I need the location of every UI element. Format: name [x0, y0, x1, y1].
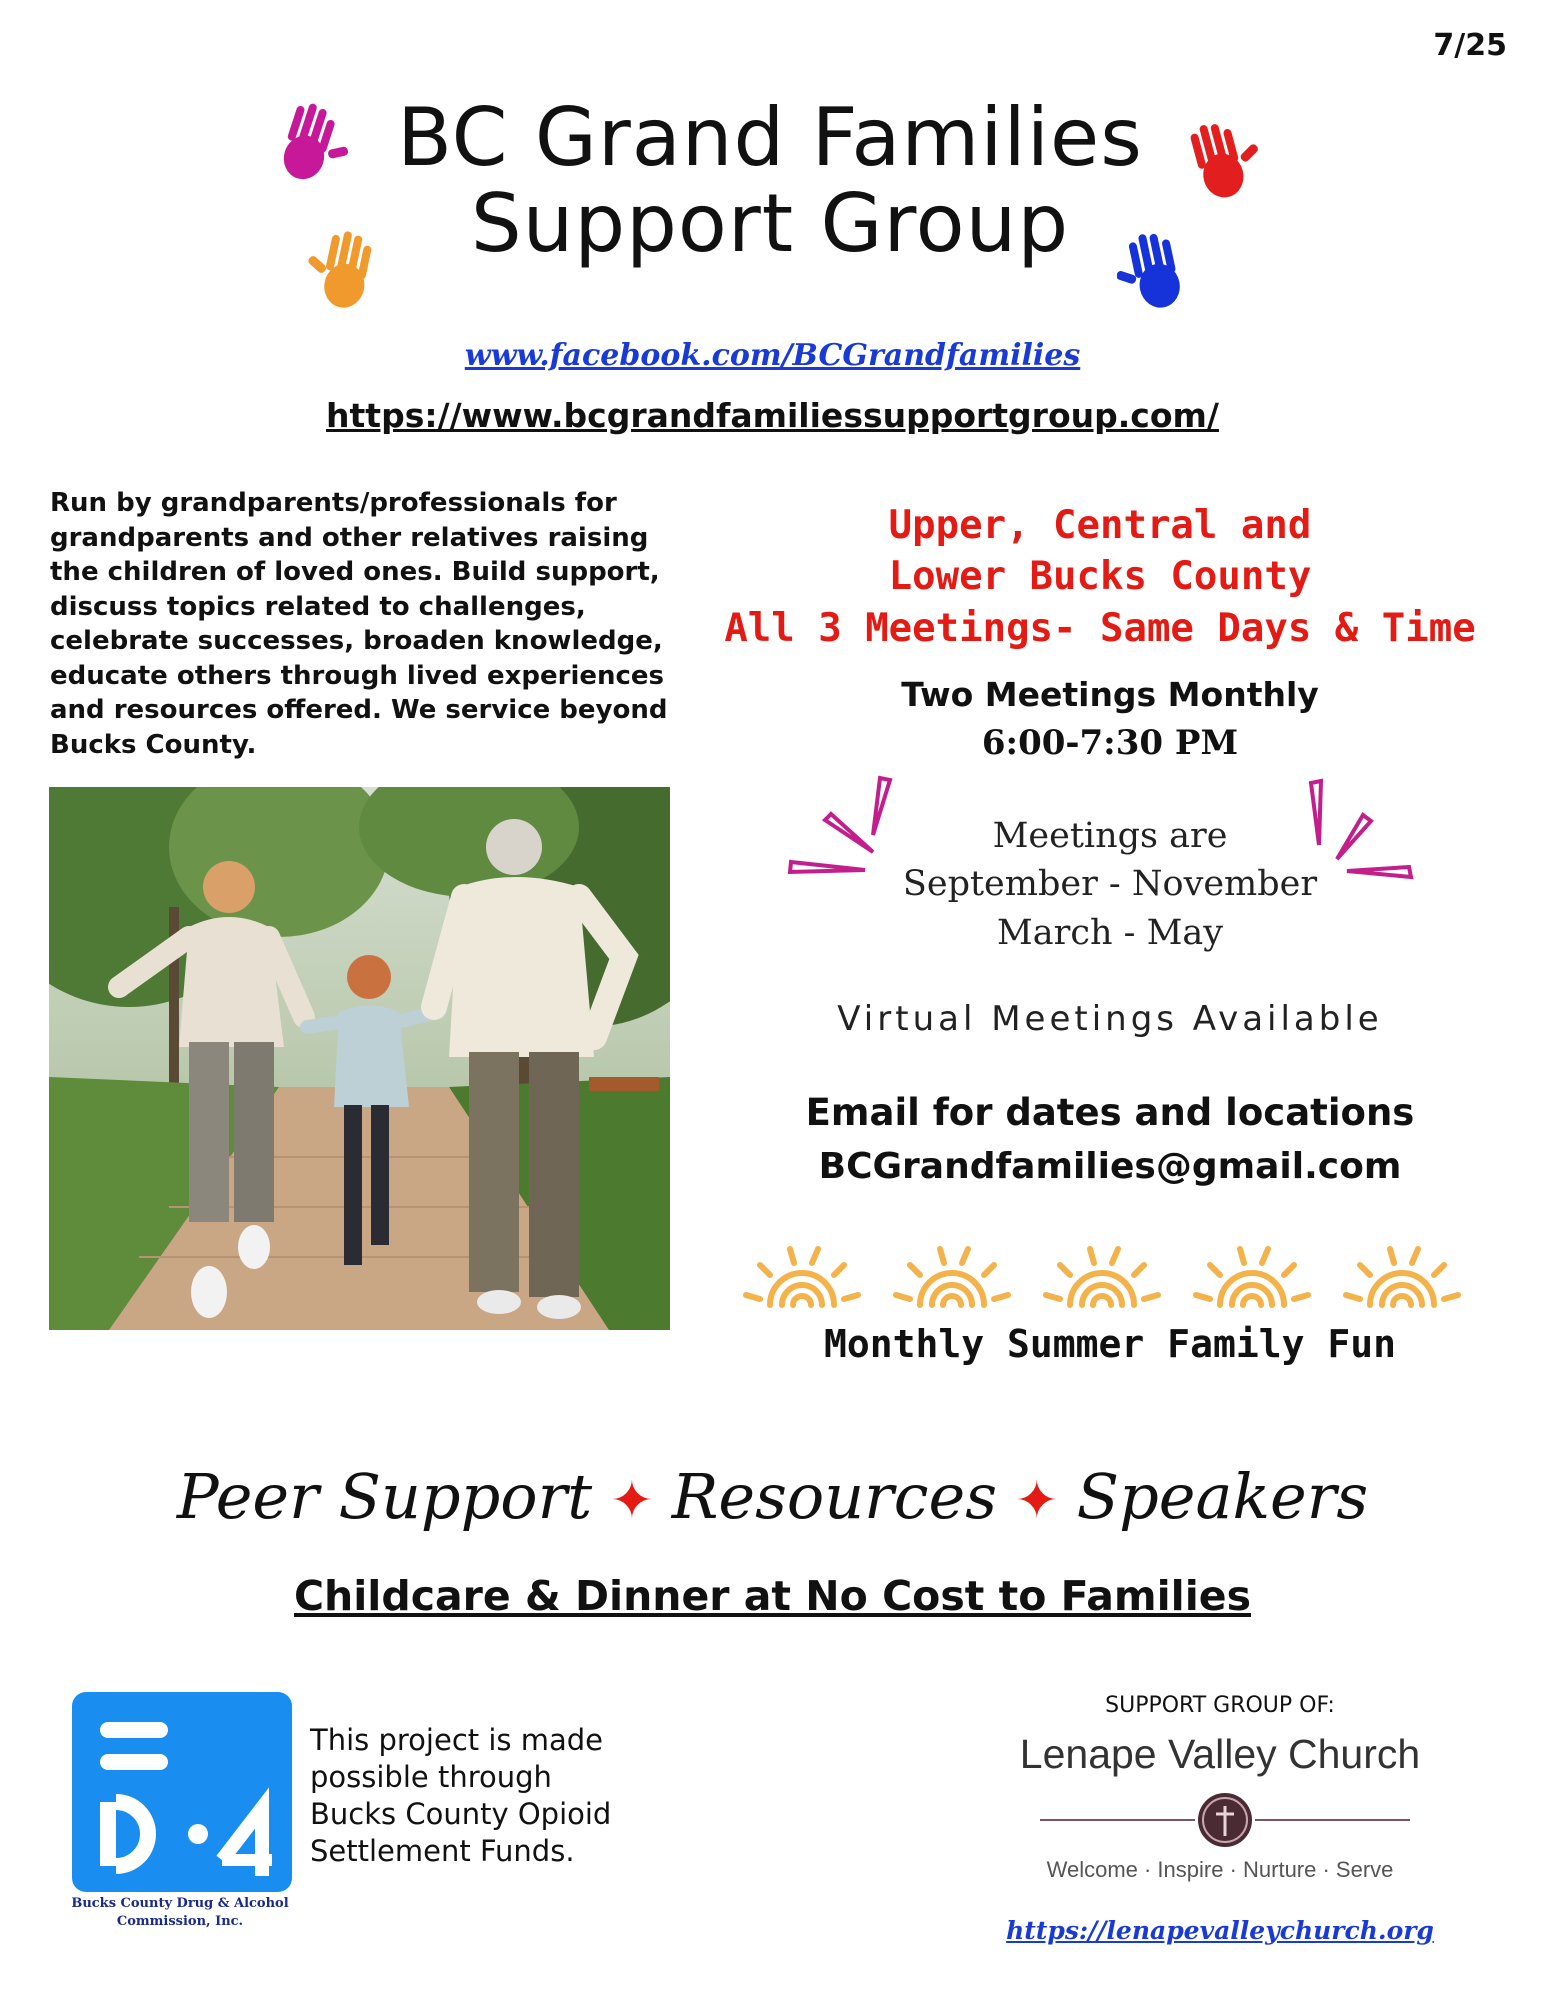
email-label: Email for dates and locations — [805, 1091, 1415, 1134]
sun-icon — [1196, 1249, 1308, 1305]
website-link[interactable]: https://www.bcgrandfamiliessupportgroup.com/ — [326, 396, 1219, 435]
facebook-link[interactable]: www.facebook.com/BCGrandfamilies — [464, 338, 1081, 373]
bcdac-name-line-1: Bucks County Drug & Alcohol — [71, 1896, 289, 1911]
months-line-2: September - November — [902, 864, 1318, 905]
title-line-2: Support Group — [470, 177, 1070, 271]
meeting-months — [850, 812, 1370, 957]
funding-note: This project is made possible through Bucks County Opioid Settlement Funds. — [310, 1723, 612, 1869]
bcdac-logo — [72, 1692, 292, 1892]
meeting-time: 6:00-7:30 PM — [981, 723, 1239, 763]
cross-emblem-icon — [1040, 1790, 1410, 1850]
title-line-1: BC Grand Families — [397, 91, 1143, 184]
bcdac-name-line-2: Commission, Inc. — [116, 1913, 244, 1929]
locations-line-1: Upper, Central and — [888, 503, 1312, 548]
tagline-resources: Resources — [671, 1460, 998, 1533]
church-link[interactable]: https://lenapevalleychurch.org — [1006, 1916, 1434, 1945]
church-motto: Welcome · Inspire · Nurture · Serve — [1046, 1857, 1394, 1882]
intro-text: Run by grandparents/professionals for grandparents and other relatives raising the children of loved ones. Build support, discuss topics related to challenges, celebrate successes, broaden knowledge, educate others through lived experiences and resources offered. We service beyond Bucks County. — [50, 488, 668, 761]
page-title — [330, 91, 1210, 271]
sparkle-star-icon: ✦ — [1015, 1471, 1059, 1531]
sparkle-star-icon: ✦ — [610, 1471, 654, 1531]
childcare-banner: Childcare & Dinner at No Cost to Families — [293, 1572, 1252, 1620]
tagline — [0, 1460, 1545, 1533]
church-name: Lenape Valley Church — [1019, 1731, 1421, 1777]
meeting-frequency: Two Meetings Monthly — [901, 675, 1319, 714]
locations-line-2: Lower Bucks County — [888, 554, 1312, 600]
page-number: 7/25 — [1433, 28, 1507, 63]
sun-icon — [1046, 1249, 1158, 1305]
bcdac-name — [60, 1895, 300, 1930]
locations-heading — [700, 500, 1500, 654]
tagline-peer-support: Peer Support — [176, 1460, 593, 1533]
support-group-label: SUPPORT GROUP OF: — [1105, 1693, 1335, 1718]
sun-icon — [896, 1249, 1008, 1305]
months-line-3: March - May — [996, 912, 1224, 953]
tagline-speakers: Speakers — [1076, 1460, 1369, 1533]
sun-row — [740, 1235, 1470, 1325]
family-walking-photo — [49, 787, 670, 1330]
contact-email[interactable]: BCGrandfamilies@gmail.com — [818, 1146, 1402, 1187]
summer-fun: Monthly Summer Family Fun — [824, 1322, 1396, 1366]
locations-line-3: All 3 Meetings- Same Days & Time — [724, 605, 1476, 651]
sun-icon — [1346, 1249, 1458, 1305]
months-line-1: Meetings are — [992, 816, 1228, 856]
virtual-meetings: Virtual Meetings Available — [837, 999, 1383, 1039]
sun-icon — [746, 1249, 858, 1305]
